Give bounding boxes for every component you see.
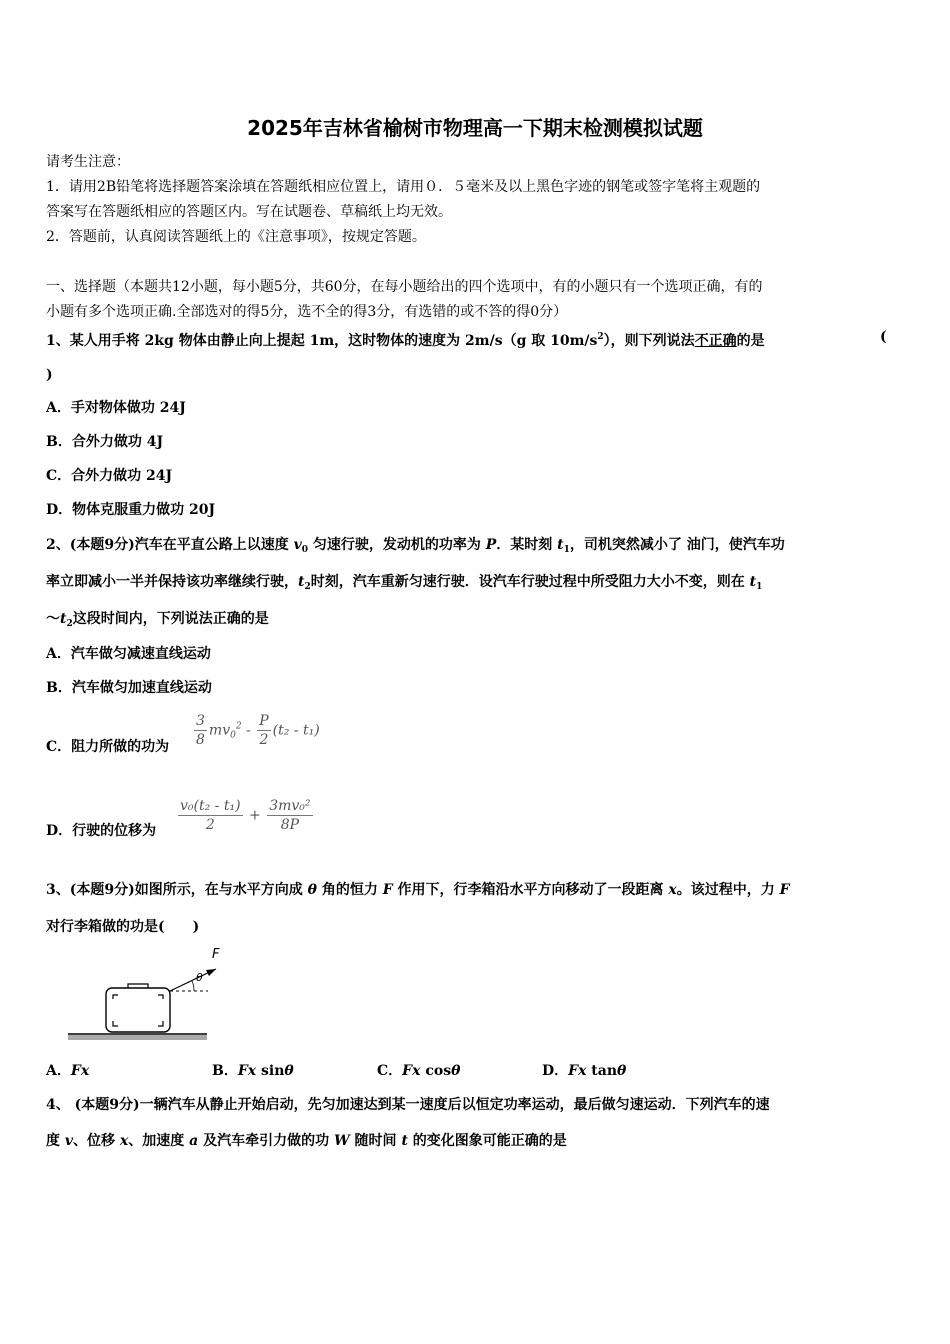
question-4-line-1: 4、 (本题9分)一辆汽车从静止开始启动，先匀加速达到某一速度后以恒定功率运动，最后做匀速运动．下列汽车的速: [46, 1097, 770, 1113]
question-1-option-d: D．物体克服重力做功 20J: [46, 502, 216, 518]
question-3-line-1: 3、(本题9分)如图所示，在与水平方向成 θ 角的恒力 F 作用下，行李箱沿水平方向移动了一段距离 x。该过程中，力 F: [46, 882, 790, 898]
suitcase-figure: [66, 943, 220, 1043]
question-1-paren-close: ): [46, 367, 53, 383]
notice-item-2: 2．答题前，认真阅读答题纸上的《注意事项》，按规定答题。: [46, 229, 426, 245]
notice-item-1-line-1: 1．请用2B铅笔将选择题答案涂填在答题纸相应位置上，请用０．５毫米及以上黑色字迹的钢笔或签字笔将主观题的: [46, 179, 761, 195]
question-2-line-1: 2、(本题9分)汽车在平直公路上以速度 $v_0$ 匀速行驶，发动机的功率为 P．某时刻 $t_1$，司机突然减小了 油门，使汽车功: [46, 537, 785, 555]
question-3-choice-c: C．Fx cosθ: [377, 1063, 461, 1079]
question-3-choice-a: A．Fx: [46, 1063, 90, 1079]
question-3-line-2: 对行李箱做的功是( ): [46, 919, 200, 935]
notice-heading: 请考生注意：: [46, 154, 130, 170]
theta-label: θ: [196, 971, 203, 984]
question-1-option-b: B．合外力做功 4J: [46, 434, 164, 450]
section-heading-line-2: 小题有多个选项正确.全部选对的得5分，选不全的得3分，有选错的或不答的得0分）: [46, 304, 568, 320]
question-2-option-c-formula: $\frac{3}{8}$ $mv_0^2$ - $\frac{P}{2}$ (t₂ - t₁): [196, 713, 320, 748]
question-2-option-d-formula: $\frac{\text{v₀(t₂ - t₁)}}{2}$ + $\frac{\text{3mv₀²}}{8P}$: [180, 798, 311, 833]
force-arrowhead: [206, 969, 216, 976]
question-1-option-c: C．合外力做功 24J: [46, 468, 173, 484]
question-4-line-2: 度 v、位移 x、加速度 a 及汽车牵引力做的功 W 随时间 t 的变化图象可能正确的是: [46, 1133, 567, 1149]
page-title: 2025年吉林省榆树市物理高一下期末检测模拟试题: [247, 116, 703, 140]
force-label: F: [212, 947, 220, 962]
question-1-option-a: A．手对物体做功 24J: [46, 400, 186, 416]
section-heading-line-1: 一、选择题（本题共12小题，每小题5分，共60分，在每小题给出的四个选项中，有的小题只有一个选项正确，有的: [46, 279, 763, 295]
question-3-choice-d: D．Fx tanθ: [542, 1063, 627, 1079]
question-1-stem: 1、某人用手将 2kg 物体由静止向上提起 1m，这时物体的速度为 2m/s（g 取 $10m/s^2$），则下列说法不正确的是: [46, 332, 765, 349]
question-1-paren-open: (: [880, 329, 887, 345]
question-2-option-a: A．汽车做匀减速直线运动: [46, 646, 211, 662]
notice-item-1-line-2: 答案写在答题纸相应的答题区内。写在试题卷、草稿纸上均无效。: [46, 204, 452, 220]
angle-arc: [192, 981, 194, 991]
question-3-choice-b: B．Fx sinθ: [212, 1063, 294, 1079]
question-2-option-b: B．汽车做匀加速直线运动: [46, 680, 212, 696]
ground-hatch: [68, 1035, 207, 1040]
question-2-option-c-label: C．阻力所做的功为: [46, 739, 170, 755]
question-2-line-3: $\sim t_2$这段时间内，下列说法正确的是: [46, 611, 269, 629]
suitcase-corners: [113, 995, 163, 1026]
question-2-line-2: 率立即减小一半并保持该功率继续行驶，$t_2$时刻，汽车重新匀速行驶．设汽车行驶过程中所受阻力大小不变，则在 $t_1$: [46, 574, 763, 592]
question-2-option-d-label: D．行驶的位移为: [46, 823, 157, 839]
